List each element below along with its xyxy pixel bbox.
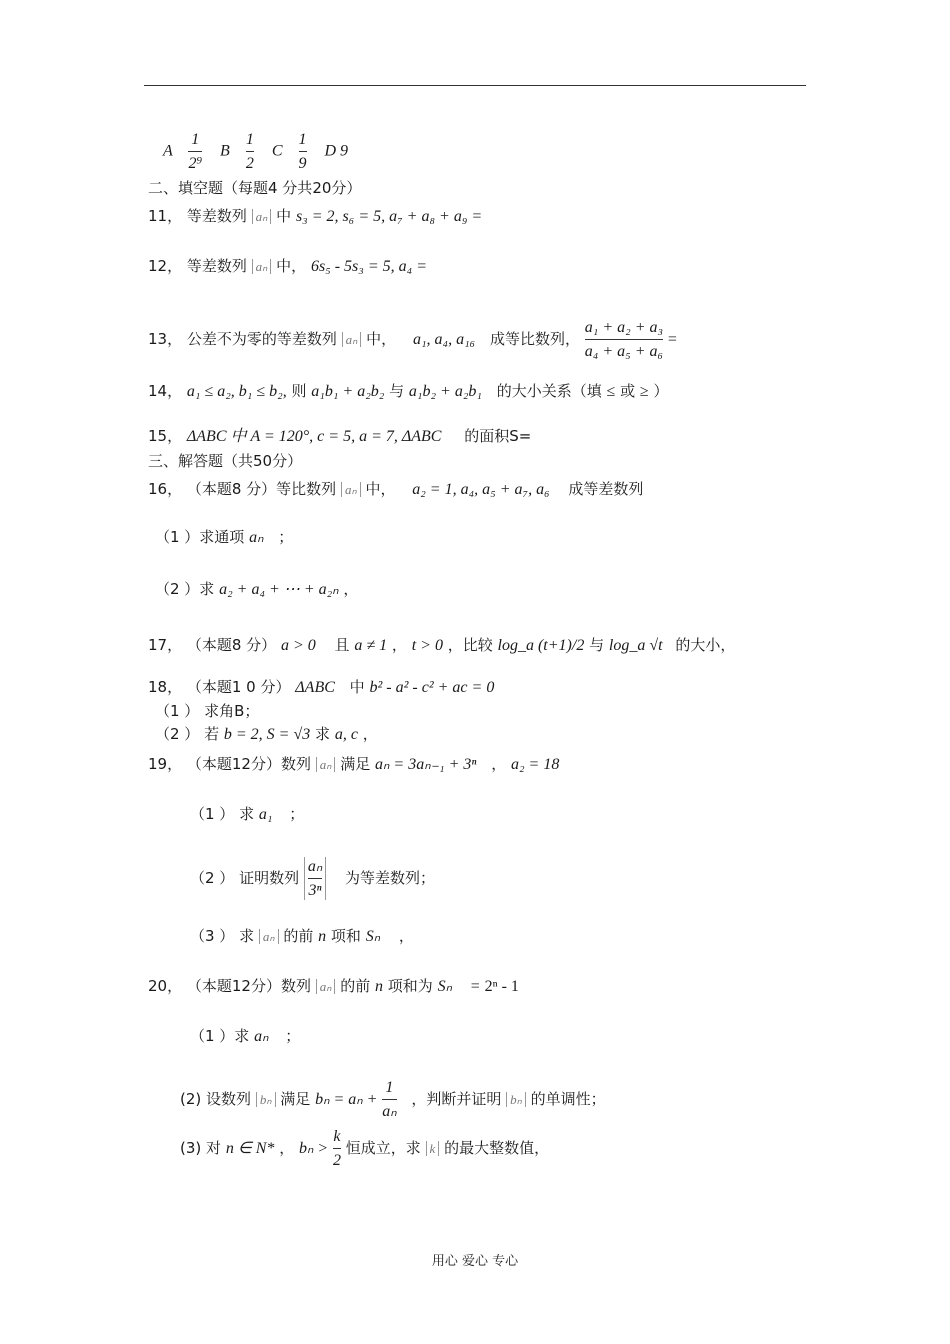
question-16-part-2: （2 ）求 a₂ + a₄ + ⋯ + a₂ₙ ，: [155, 580, 359, 598]
question-16-part-1: （1 ）求通项 aₙ ；: [155, 528, 294, 546]
question-13: 13， 公差不为零的等差数列 aₙ 中， a₁, a₄, a₁₆ 成等比数列， $\frac{\text{a₁ + a₂ + a₃}}{\text{a₄ + a₅ + a₆}}$ =: [148, 319, 677, 361]
choice-b-label: B: [220, 142, 230, 160]
sequence-symbol: aₙ: [341, 482, 361, 497]
question-12-math: 6s₅ - 5s₃ = 5, a₄ =: [310, 258, 427, 275]
header-rule: [144, 85, 806, 86]
question-20-part-3: (3) 对 n ∈ N* ， bₙ > $\frac{k}{2}$ 恒成立，求 k 的最大整数值，: [180, 1128, 550, 1170]
sequence-symbol: aₙ: [252, 259, 272, 274]
question-13-fraction: $\frac{\text{a₁ + a₂ + a₃}}{\text{a₄ + a₅ + a₆}}$: [584, 319, 664, 361]
k-symbol: k: [426, 1141, 440, 1156]
question-18: 18， （本题1 0 分） ΔABC 中 b² - a² - c² + ac = 0: [148, 678, 495, 696]
sequence-symbol: aₙ: [259, 929, 279, 944]
question-15: 15， ΔABC 中 A = 120°, c = 5, a = 7, ΔABC 的面积S=: [148, 427, 532, 445]
sequence-symbol: aₙ: [316, 757, 336, 772]
question-16: 16， （本题8 分）等比数列 aₙ 中， a₂ = 1, a₄, a₅ + a₇, a₆ 成等差数列: [148, 480, 644, 498]
question-19-part-2: （2 ） 证明数列 $\frac{\text{aₙ}}{\text{3ⁿ}}$ 为等差数列；: [190, 858, 436, 900]
question-19-part-1: （1 ） 求 a₁ ；: [190, 805, 305, 823]
choice-d-label: D 9: [324, 142, 349, 160]
question-18-part-1: （1 ） 求角B；: [155, 702, 260, 720]
question-14: 14， a₁ ≤ a₂, b₁ ≤ b₂, 则 a₁b₁ + a₂b₂ 与 a₁b₂ + a₂b₁ 的大小关系（填 ≤ 或 ≥ ）: [148, 382, 669, 400]
sequence-symbol: aₙ: [342, 332, 362, 347]
choice-c-label: C: [271, 142, 283, 160]
question-18-part-2: （2 ） 若 b = 2, S = √3 求 a, c ，: [155, 725, 378, 743]
section-3-heading: 三、解答题（共50分）: [148, 452, 303, 470]
sequence-symbol: bₙ: [506, 1092, 526, 1107]
choice-c-fraction: $\frac{1}{9}$: [298, 131, 307, 173]
question-20-part-2: (2) 设数列 bₙ 满足 bₙ = aₙ + $\frac{1}{\text{aₙ}}$ ，判断并证明 bₙ 的单调性；: [180, 1079, 606, 1121]
choices-line: [163, 130, 348, 173]
question-11: 11， 等差数列 aₙ 中 s₃ = 2, s₆ = 5, a₇ + a₈ + a₉ =: [148, 207, 483, 225]
sequence-symbol: aₙ: [252, 209, 272, 224]
choice-a-label: A: [163, 142, 173, 160]
question-20: 20， （本题12分）数列 aₙ 的前 n 项和为 Sₙ = 2ⁿ - 1: [148, 977, 519, 995]
page-footer: 用心 爱心 专心: [431, 1254, 519, 1269]
sequence-symbol: bₙ: [256, 1092, 276, 1107]
question-20-fraction: $\frac{1}{\text{aₙ}}$: [382, 1079, 397, 1121]
question-19-fraction: $\frac{\text{aₙ}}{\text{3ⁿ}}$: [304, 857, 326, 900]
question-20-part-1: （1 ）求 aₙ ；: [190, 1027, 301, 1045]
question-12: 12， 等差数列 aₙ 中， 6s₅ - 5s₃ = 5, a₄ =: [148, 257, 427, 275]
question-19-part-3: （3 ） 求 aₙ 的前 n 项和 Sₙ ，: [190, 927, 414, 945]
question-19: 19， （本题12分）数列 aₙ 满足 aₙ = 3aₙ₋₁ + 3ⁿ ， a₂ = 18: [148, 755, 560, 773]
choice-b-fraction: $\frac{1}{2}$: [245, 131, 254, 173]
question-17: 17， （本题8 分） a > 0 且 a ≠ 1 ， t > 0 ，比较 log_a (t+1)/2 与 log_a √t 的大小，: [148, 636, 736, 654]
question-20-k-fraction: $\frac{k}{2}$: [332, 1128, 341, 1170]
choice-a-fraction: $\frac{1}{\text{2⁹}}$: [188, 131, 203, 173]
section-2-heading: 二、填空题（每题4 分共20分）: [148, 179, 362, 197]
sequence-symbol: aₙ: [316, 979, 336, 994]
question-11-math: s₃ = 2, s₆ = 5, a₇ + a₈ + a₉ =: [295, 208, 483, 225]
